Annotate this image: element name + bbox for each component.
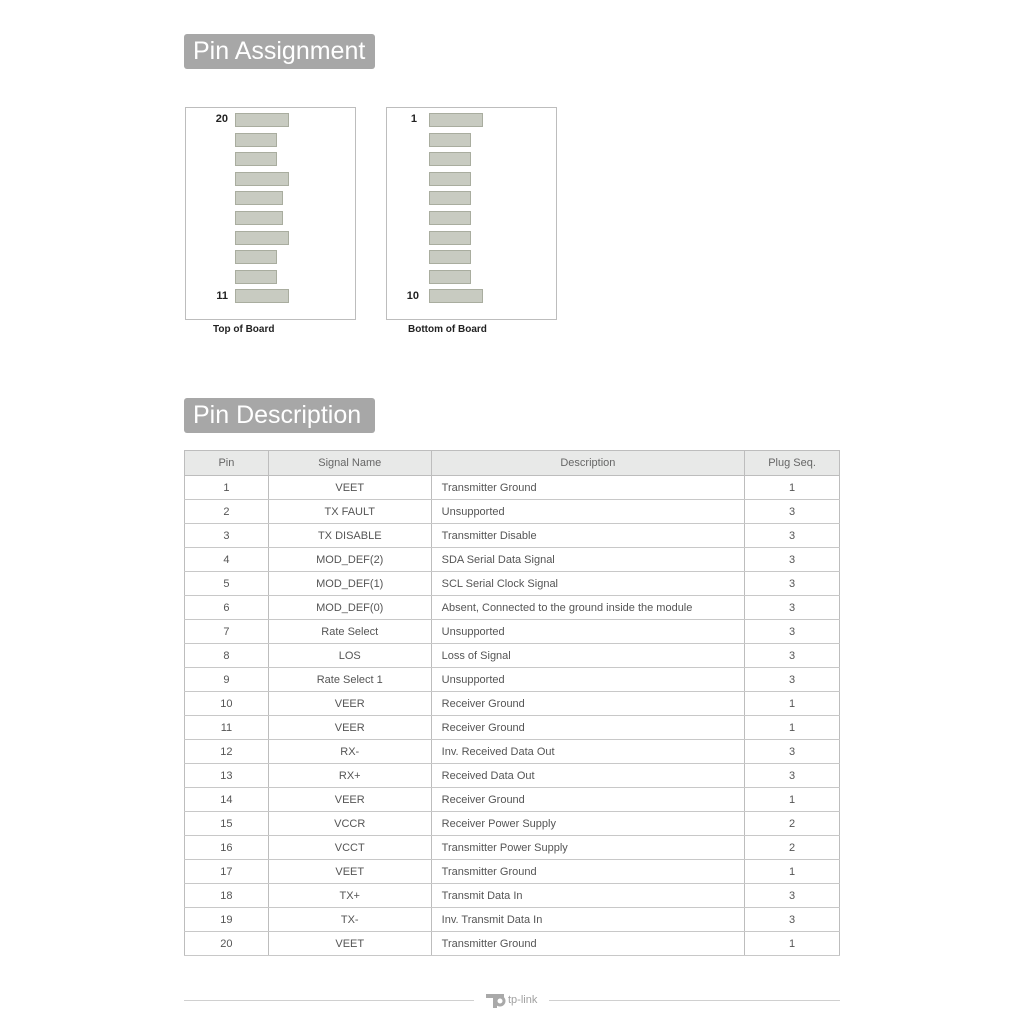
header-plug-seq: Plug Seq.	[745, 451, 840, 476]
table-row	[185, 740, 840, 764]
signal-name-cell: VCCR	[268, 812, 431, 836]
pin-number-cell: 2	[185, 500, 269, 524]
table-row	[185, 860, 840, 884]
pin-number-cell: 12	[185, 740, 269, 764]
plug-seq-cell: 3	[745, 884, 840, 908]
signal-name-cell: VEER	[268, 788, 431, 812]
table-row	[185, 788, 840, 812]
description-cell: Receiver Ground	[431, 716, 744, 740]
plug-seq-cell: 3	[745, 668, 840, 692]
board-top-first-pin-label: 20	[215, 113, 228, 125]
pin-number-cell: 15	[185, 812, 269, 836]
table-row	[185, 764, 840, 788]
signal-name-cell: TX DISABLE	[268, 524, 431, 548]
pin-number-cell: 20	[185, 932, 269, 956]
pin-number-cell: 6	[185, 596, 269, 620]
signal-name-cell: VCCT	[268, 836, 431, 860]
pin-number-cell: 11	[185, 716, 269, 740]
description-cell: Unsupported	[431, 668, 744, 692]
plug-seq-cell: 3	[745, 572, 840, 596]
signal-name-cell: TX FAULT	[268, 500, 431, 524]
description-cell: Inv. Received Data Out	[431, 740, 744, 764]
signal-name-cell: VEET	[268, 860, 431, 884]
signal-name-cell: VEER	[268, 716, 431, 740]
table-row	[185, 524, 840, 548]
plug-seq-cell: 3	[745, 524, 840, 548]
contact-pad	[429, 270, 471, 284]
pin-number-cell: 14	[185, 788, 269, 812]
description-cell: Receiver Ground	[431, 788, 744, 812]
description-cell: Inv. Transmit Data In	[431, 908, 744, 932]
board-bottom-last-pin-label: 10	[406, 290, 419, 302]
board-top-last-pin-label: 11	[216, 290, 228, 302]
contact-pad	[235, 289, 289, 303]
plug-seq-cell: 3	[745, 764, 840, 788]
contact-pad	[429, 211, 471, 225]
description-cell: Transmitter Power Supply	[431, 836, 744, 860]
plug-seq-cell: 1	[745, 860, 840, 884]
description-cell: Unsupported	[431, 500, 744, 524]
table-row	[185, 836, 840, 860]
contact-pad	[429, 172, 471, 186]
pin-number-cell: 7	[185, 620, 269, 644]
pin-number-cell: 1	[185, 476, 269, 500]
pin-number-cell: 17	[185, 860, 269, 884]
contact-pad	[235, 231, 289, 245]
footer-divider-left	[184, 1000, 474, 1001]
contact-pad	[429, 133, 471, 147]
description-cell: Transmitter Ground	[431, 860, 744, 884]
description-cell: Receiver Ground	[431, 692, 744, 716]
pin-number-cell: 19	[185, 908, 269, 932]
pin-number-cell: 13	[185, 764, 269, 788]
pin-number-cell: 4	[185, 548, 269, 572]
board-bottom-diagram	[386, 107, 557, 320]
tp-link-logo-icon	[484, 990, 506, 1010]
table-row	[185, 644, 840, 668]
contact-pad	[429, 231, 471, 245]
contact-pad	[235, 172, 289, 186]
pin-number-cell: 18	[185, 884, 269, 908]
contact-pad	[235, 113, 289, 127]
header-signal-name: Signal Name	[268, 451, 431, 476]
signal-name-cell: TX-	[268, 908, 431, 932]
pin-description-title: Pin Description	[184, 398, 375, 433]
contact-pad	[429, 113, 483, 127]
footer-divider-right	[549, 1000, 840, 1001]
table-row	[185, 572, 840, 596]
plug-seq-cell: 3	[745, 548, 840, 572]
signal-name-cell: Rate Select 1	[268, 668, 431, 692]
pin-number-cell: 8	[185, 644, 269, 668]
description-cell: Transmit Data In	[431, 884, 744, 908]
contact-pad	[235, 191, 283, 205]
contact-pad	[235, 133, 277, 147]
signal-name-cell: RX-	[268, 740, 431, 764]
plug-seq-cell: 2	[745, 812, 840, 836]
description-cell: Receiver Power Supply	[431, 812, 744, 836]
signal-name-cell: VEET	[268, 932, 431, 956]
plug-seq-cell: 1	[745, 716, 840, 740]
pin-description-table	[184, 450, 840, 956]
description-cell: Transmitter Ground	[431, 476, 744, 500]
plug-seq-cell: 2	[745, 836, 840, 860]
contact-pad	[429, 152, 471, 166]
plug-seq-cell: 1	[745, 476, 840, 500]
table-row	[185, 596, 840, 620]
table-row	[185, 932, 840, 956]
pin-number-cell: 16	[185, 836, 269, 860]
contact-pad	[235, 152, 277, 166]
description-cell: SDA Serial Data Signal	[431, 548, 744, 572]
signal-name-cell: VEET	[268, 476, 431, 500]
table-row	[185, 548, 840, 572]
board-bottom-caption: Bottom of Board	[408, 324, 487, 335]
contact-pad	[429, 191, 471, 205]
plug-seq-cell: 1	[745, 932, 840, 956]
contact-pad	[235, 211, 283, 225]
signal-name-cell: LOS	[268, 644, 431, 668]
plug-seq-cell: 3	[745, 596, 840, 620]
contact-pad	[235, 270, 277, 284]
signal-name-cell: MOD_DEF(2)	[268, 548, 431, 572]
description-cell: Transmitter Ground	[431, 932, 744, 956]
board-top-diagram	[185, 107, 356, 320]
pin-number-cell: 10	[185, 692, 269, 716]
table-row	[185, 476, 840, 500]
plug-seq-cell: 3	[745, 908, 840, 932]
header-pin: Pin	[185, 451, 269, 476]
description-cell: Transmitter Disable	[431, 524, 744, 548]
plug-seq-cell: 3	[745, 500, 840, 524]
plug-seq-cell: 3	[745, 740, 840, 764]
signal-name-cell: MOD_DEF(0)	[268, 596, 431, 620]
logo-text: tp-link	[508, 994, 538, 1006]
description-cell: SCL Serial Clock Signal	[431, 572, 744, 596]
table-row	[185, 812, 840, 836]
signal-name-cell: VEER	[268, 692, 431, 716]
contact-pad	[429, 289, 483, 303]
table-header-row	[185, 451, 840, 476]
description-cell: Received Data Out	[431, 764, 744, 788]
signal-name-cell: TX+	[268, 884, 431, 908]
table-row	[185, 884, 840, 908]
header-description: Description	[431, 451, 744, 476]
signal-name-cell: MOD_DEF(1)	[268, 572, 431, 596]
table-row	[185, 692, 840, 716]
description-cell: Unsupported	[431, 620, 744, 644]
pin-assignment-title: Pin Assignment	[184, 34, 375, 69]
table-row	[185, 716, 840, 740]
description-cell: Loss of Signal	[431, 644, 744, 668]
table-row	[185, 620, 840, 644]
plug-seq-cell: 1	[745, 788, 840, 812]
table-row	[185, 500, 840, 524]
table-row	[185, 668, 840, 692]
contact-pad	[235, 250, 277, 264]
pin-number-cell: 3	[185, 524, 269, 548]
description-cell: Absent, Connected to the ground inside the module	[431, 596, 744, 620]
board-top-caption: Top of Board	[213, 324, 275, 335]
pin-number-cell: 5	[185, 572, 269, 596]
plug-seq-cell: 3	[745, 644, 840, 668]
contact-pad	[429, 250, 471, 264]
board-bottom-first-pin-label: 1	[410, 113, 417, 125]
footer-logo	[484, 990, 537, 1010]
table-row	[185, 908, 840, 932]
signal-name-cell: Rate Select	[268, 620, 431, 644]
pin-number-cell: 9	[185, 668, 269, 692]
signal-name-cell: RX+	[268, 764, 431, 788]
plug-seq-cell: 3	[745, 620, 840, 644]
plug-seq-cell: 1	[745, 692, 840, 716]
